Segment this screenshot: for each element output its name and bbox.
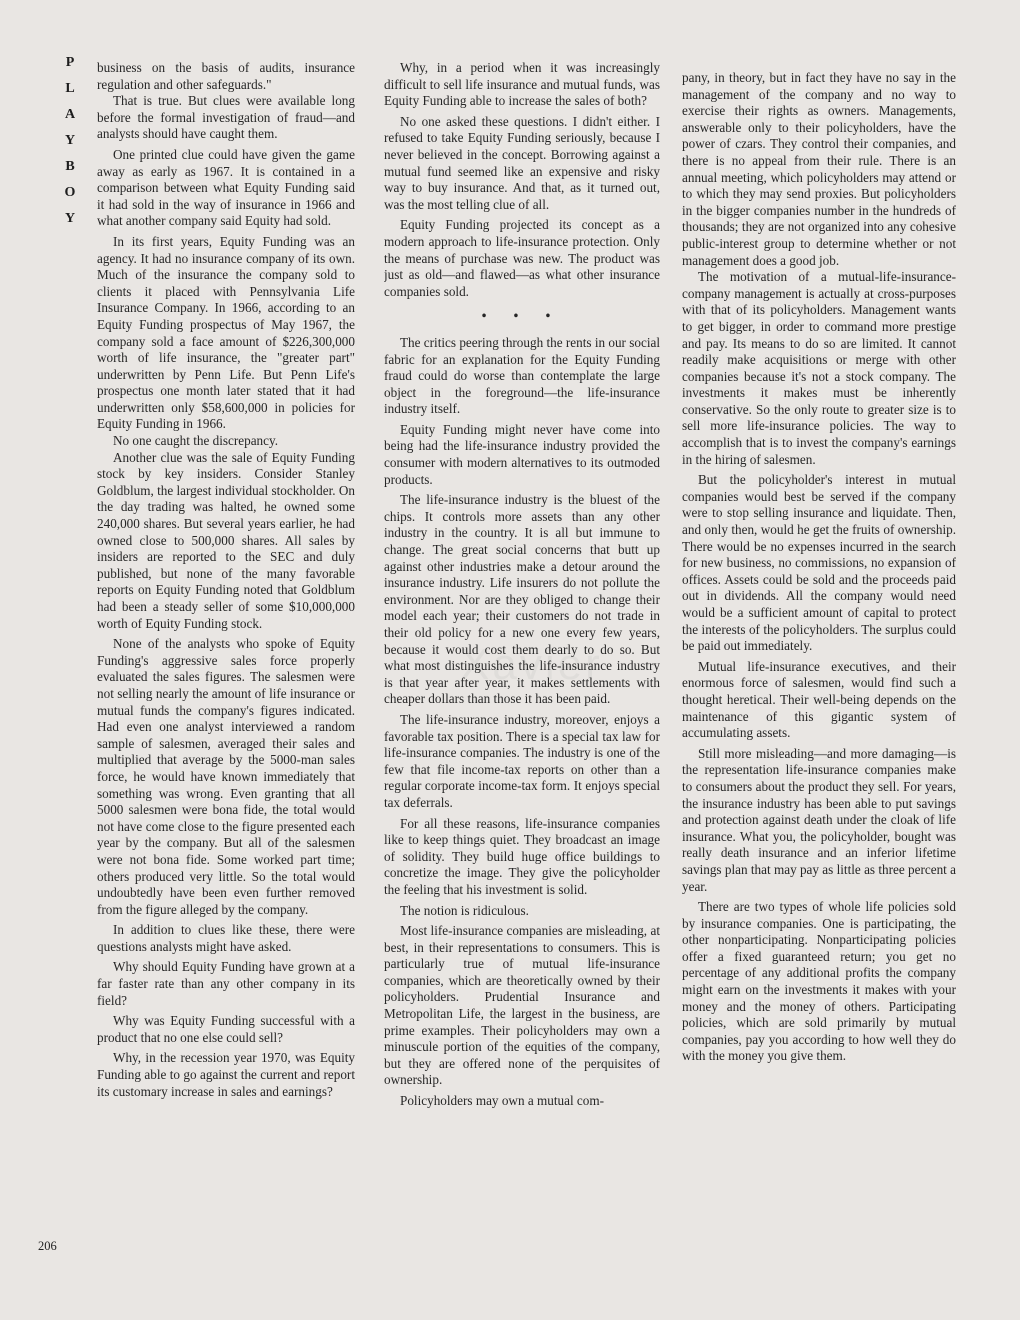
paragraph: The life-insurance industry is the bluest of the chips. It controls more assets than any other industry in the country. It is all but immune to change. The great social concerns that butt up against other industries make a detour around the insurance industry. Life insurers do not pollute the environment. Nor are they obliged to change their model each year; their customers do not trade in their old policy for a new one every few years, because it would cost them dearly to do so. But what most distinguishes the life-insurance industry is that year after year, it makes settlements with cheaper dollars than those it has been paid. — [384, 492, 660, 707]
paragraph: In its first years, Equity Funding was an agency. It had no insurance company of its own. Much of the insurance the company sold to clients it placed with Pennsylvania Life Insurance Company. In 1966, according to an Equity Funding prospectus of May 1967, the company sold a face amount of $226,300,000 worth of life insurance, the "greater part" underwritten by Penn Life. But Penn Life's prospectus one month later stated that it had underwritten only $58,600,000 in policies for Equity Funding in 1966. — [97, 233, 355, 432]
paragraph: Another clue was the sale of Equity Funding stock by key insiders. Consider Stanley Goldblum, the largest individual stockholder. On the day trading was halted, he owned some 240,000 shares. But several years earlier, he had owned close to 500,000 shares. All sales by insiders are reported to the SEC and duly published, but none of the many favorable reports on Equity Funding noted that Goldblum had been a steady seller of some $10,000,000 worth of Equity Funding stock. — [97, 449, 355, 631]
page-number: 206 — [38, 1239, 57, 1253]
paragraph: Why, in a period when it was increasingly difficult to sell life insurance and mutual funds, was Equity Funding able to increase the sales of both? — [384, 60, 660, 109]
paragraph: Why was Equity Funding successful with a product that no one else could sell? — [97, 1013, 355, 1045]
logo-letter: Y — [64, 133, 76, 148]
magazine-logo-vertical — [57, 50, 83, 232]
paragraph: But the policyholder's interest in mutual companies would best be served if the company were to stop selling insurance and liquidate. Then, and only then, would he get the fruits of ownership. There would be no expenses incurred in the search for new business, no commissions, no expansion of offices. Assets could be sold and the proceeds paid out in dividends. All the company would need would be a sufficient amount of capital to protect the interests of the policyholders. The surplus could be paid out immediately. — [682, 472, 956, 654]
logo-letter: P — [65, 55, 75, 70]
paragraph: For all these reasons, life-insurance companies like to keep things quiet. They broadcast an image of solidity. They build huge office buildings to concretize the image. They give the policyholder the feeling that his investment is solid. — [384, 815, 660, 897]
paragraph: Why, in the recession year 1970, was Equity Funding able to go against the current and report its customary increase in sales and earnings? — [97, 1050, 355, 1099]
paragraph: No one caught the discrepancy. — [113, 433, 279, 449]
paragraph: Still more misleading—and more damaging—is the representation life-insurance companies make to consumers about the product they sell. For years, the insurance industry has been able to put savings and protection against death under the cloak of life insurance. What you, the policyholder, bought was really death insurance and an inferior lifetime savings plan that may pay as little as three percent a year. — [682, 745, 956, 894]
paragraph: Equity Funding projected its concept as a modern approach to life-insurance protection. Only the means of purchase was new. The product was just as old—and flawed—as what other insurance companies sold. — [384, 217, 660, 299]
logo-letter: L — [65, 81, 75, 96]
paragraph: In addition to clues like these, there were questions analysts might have asked. — [97, 922, 355, 954]
paragraph: The notion is ridiculous. — [400, 902, 529, 918]
paragraph: No one asked these questions. I didn't either. I refused to take Equity Funding seriously, because I never believed in the concept. Borrowing against a mutual fund seemed like an expensive and risky way to buy insurance. And that, as it turned out, was the most telling clue of all. — [384, 113, 660, 212]
section-break-dots: • • • — [481, 308, 563, 324]
paragraph: One printed clue could have given the game away as early as 1967. It is contained in a comparison between what Equity Funding said it had sold in the way of insurance in 1966 and what another company said Equity had sold. — [97, 146, 355, 229]
text-column-2 — [384, 60, 660, 1275]
paragraph: There are two types of whole life policies sold by insurance companies. One is participating, the other nonparticipating. Nonparticipating policies offer a fixed guaranteed return; you get no percentage of any additional profits the company might earn on the investments it makes with your money and the money of others. Participating policies, which are sold primarily by mutual companies, pay you according to how well they do with the money you give them. — [682, 899, 956, 1064]
paragraph: Policyholders may own a mutual com- — [400, 1093, 605, 1109]
paragraph: That is true. But clues were available long before the formal investigation of fraud—and analysts should have caught them. — [97, 93, 355, 142]
logo-letter: O — [64, 185, 76, 200]
text-column-1 — [97, 60, 355, 1275]
paragraph: Equity Funding might never have come into being had the life-insurance industry provided the consumer with modern alternatives to its outmoded products. — [384, 421, 660, 487]
paragraph: The motivation of a mutual-life-insurance-company management is actually at cross-purposes with that of its policyholders. Management wants to get bigger, in order to command more prestige and pay. Its means to do so are limited. It cannot readily make acquisitions or merge with other companies because it's not a stock company. The investments it makes must be inherently conservative. So the only route to greater size is to sell more life-insurance policies. The way to accomplish that is to invest the company's earnings in the hiring of salesmen. — [682, 269, 956, 467]
paragraph: The critics peering through the rents in our social fabric for an explanation for the Equity Funding fraud could do worse than contemplate the large object in the foreground—the life-insurance industry itself. — [384, 334, 660, 417]
paragraph: The life-insurance industry, moreover, enjoys a favorable tax position. There is a special tax law for life-insurance companies. The industry is one of the few that file income-tax reports on other than a regular corporate income-tax form. It enjoys special tax deferrals. — [384, 711, 660, 810]
logo-letter: Y — [64, 211, 76, 226]
paragraph: None of the analysts who spoke of Equity Funding's aggressive sales force properly evaluated the sales figures. The salesmen were not selling nearly the amount of life insurance or mutual funds the company's figures indicated. Had even one analyst interviewed a random sample of salesmen, averaged their sales and multiplied that average by the 5000-man sales force, he would have known immediately that something was wrong. Even granting that all 5000 salesmen were bona fide, the total would not have come close to the figure presented each year by the company. But all of the salesmen were not bona fide. Some worked part time; others produced very little. So the total would undoubtedly have been even further removed from the figure alleged by the company. — [97, 636, 355, 917]
text-column-3 — [682, 70, 956, 1285]
logo-letter: A — [64, 107, 76, 122]
paragraph: Most life-insurance companies are misleading, at best, in their representations to consumers. This is particularly true of mutual life-insurance companies, which are theoretically owned by their policyholders. Prudential Insurance and Metropolitan Life, the largest in the business, are prime examples. Their policyholders may own a minuscule portion of the equities of the company, but they are offered none of the perquisites of ownership. — [384, 923, 660, 1088]
paragraph: business on the basis of audits, insurance regulation and other safeguards." — [97, 60, 355, 92]
paragraph: Why should Equity Funding have grown at a far faster rate than any other company in its field? — [97, 959, 355, 1008]
paragraph: Mutual life-insurance executives, and their enormous force of salesmen, would find such a thought heretical. Their well-being depends on the maintenance of this gigantic system of accumulating assets. — [682, 658, 956, 741]
logo-letter: B — [65, 159, 75, 174]
paragraph: pany, in theory, but in fact they have no say in the management of the company and no way to exercise their rights as owners. Managements, answerable only to their policyholders, have the power of czars. They control their companies, and there is no appeal from their rule. There is an annual meeting, which policyholders may attend or to which they may send proxies. But policyholders in the bigger companies number in the hundreds of thousands; they are not organized into any cohesive public-interest group to determine whether or not management does a good job. — [682, 70, 956, 268]
